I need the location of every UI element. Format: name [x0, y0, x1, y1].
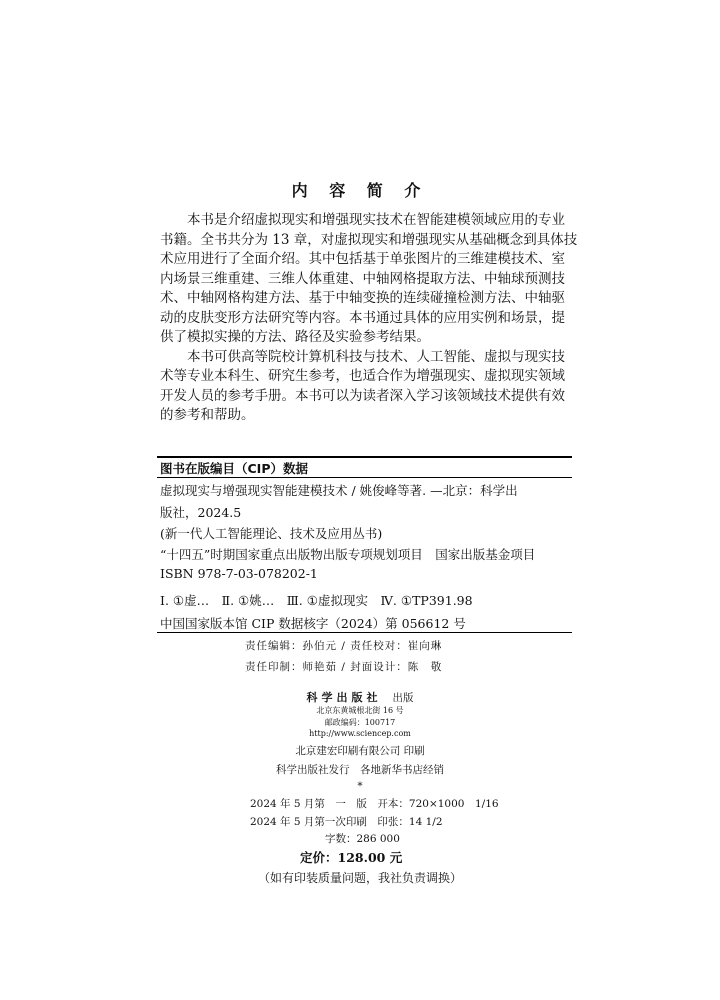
publisher-line: [0, 686, 720, 705]
intro-title: 内 容 简 介: [291, 181, 429, 200]
intro-line: 书籍。全书共分为 13 章，对虚拟现实和增强现实从基础概念到具体技: [160, 231, 578, 248]
cip-top-rule: [157, 456, 572, 458]
price-value: 128.00 元: [337, 850, 403, 865]
cip-bottom-rule: [157, 632, 572, 633]
publisher-logo: 科学出版社: [306, 691, 382, 704]
publisher-postcode: 邮政编码：100717: [324, 718, 396, 727]
cip-title-line1: 虚拟现实与增强现实智能建模技术 / 姚俊峰等著. —北京：科学出: [160, 483, 518, 498]
intro-line: 本书可供高等院校计算机科技与技术、人工智能、虚拟与现实技: [160, 348, 565, 365]
cip-project: “十四五”时期国家重点出版物出版专项规划项目 国家出版基金项目: [160, 547, 536, 562]
cip-series: (新一代人工智能理论、技术及应用丛书): [160, 526, 383, 541]
intro-line: 内场景三维重建、三维人体重建、中轴网格提取方法、中轴球预测技: [160, 270, 565, 287]
staff-line2: 责任印制：师艳茹 / 封面设计：陈 敬: [245, 661, 443, 673]
intro-line: 术应用进行了全面介绍。其中包括基于单张图片的三维建模技术、室: [160, 251, 565, 267]
publisher-website: http://www.sciencep.com: [309, 729, 411, 738]
cip-heading-rule: [157, 477, 572, 478]
cip-classification: Ⅰ. ①虚… Ⅱ. ①姚… Ⅲ. ①虚拟现实 Ⅳ. ①TP391.98: [160, 593, 473, 608]
publisher-suffix: 出版: [392, 692, 414, 704]
quality-notice: （如有印装质量问题，我社负责调换）: [257, 871, 462, 885]
distributor: 科学出版社发行 各地新华书店经销: [276, 764, 444, 776]
intro-line: 供了模拟实操的方法、路径及实验参考结果。: [160, 329, 430, 345]
publisher-address: 北京东黄城根北街 16 号: [316, 706, 404, 715]
price-label: 定价：: [300, 850, 338, 865]
printer: 北京建宏印刷有限公司 印刷: [295, 745, 425, 757]
intro-line: 本书是介绍虚拟现实和增强现实技术在智能建模领域应用的专业: [160, 212, 565, 228]
intro-line: 术等专业本科生、研究生参考，也适合作为增强现实、虚拟现实领域: [160, 368, 565, 384]
cip-isbn: ISBN 978-7-03-078202-1: [160, 566, 318, 581]
cip-number: 中国国家版本馆 CIP 数据核字（2024）第 056612 号: [160, 616, 466, 631]
intro-line: 术、中轴网格构建方法、基于中轴变换的连续碰撞检测方法、中轴驱: [160, 290, 565, 306]
cip-title-line2: 版社，2024.5: [160, 505, 242, 520]
intro-line: 动的皮肤变形方法研究等内容。本书通过具体的应用实例和场景，提: [160, 309, 565, 326]
cip-heading: 图书在版编目（CIP）数据: [160, 461, 308, 476]
intro-line: 的参考和帮助。: [160, 407, 255, 423]
intro-line: 开发人员的参考手册。本书可以为读者深入学习该领域技术提供有效: [160, 387, 565, 404]
staff-line1: 责任编辑：孙伯元 / 责任校对：崔向琳: [245, 640, 443, 652]
edition-line2: 2024 年 5 月第一次印刷 印张：14 1/2: [250, 816, 443, 828]
price: [300, 848, 402, 866]
wordcount: 字数：286 000: [325, 833, 400, 845]
edition-line1: 2024 年 5 月第 一 版 开本：720×1000 1/16: [250, 798, 499, 810]
separator-star: *: [357, 780, 363, 792]
